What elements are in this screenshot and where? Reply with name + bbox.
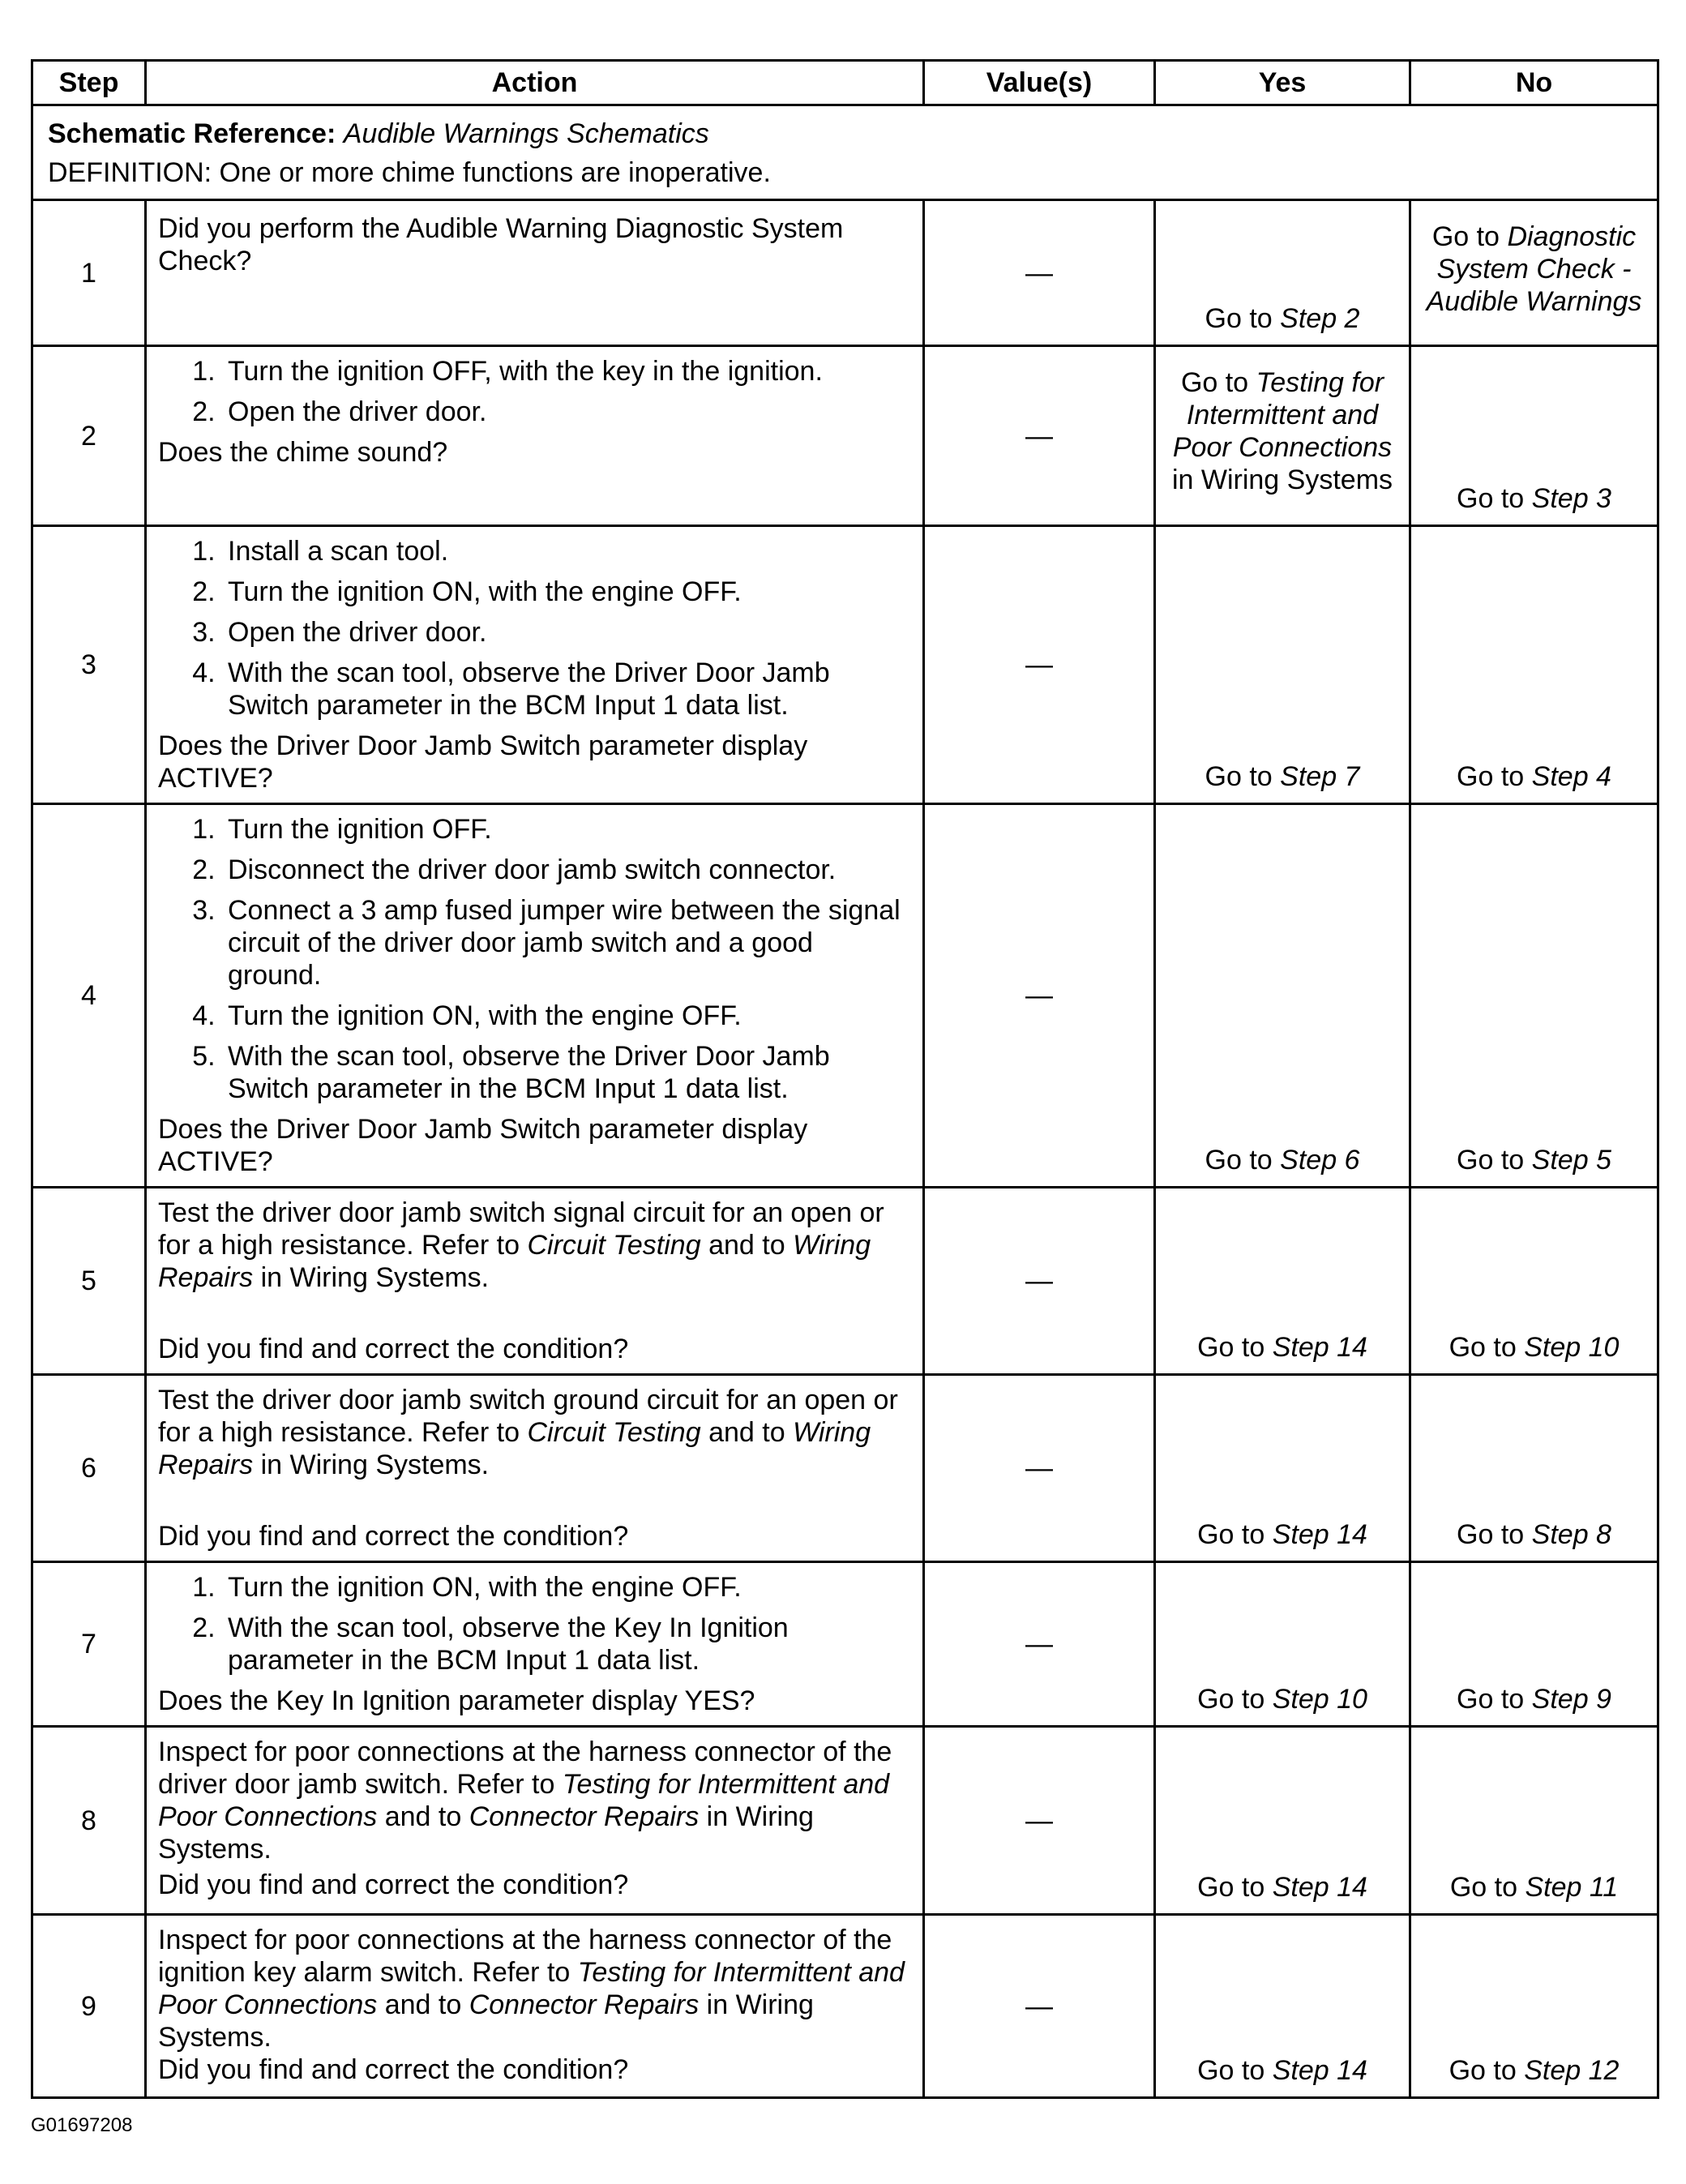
yes-cell xyxy=(1155,804,1410,1188)
yes-cell xyxy=(1155,1915,1410,2098)
yes-cell xyxy=(1155,526,1410,804)
figure-id: G01697208 xyxy=(31,2114,133,2136)
no-link[interactable]: Step 8 xyxy=(1531,1519,1611,1550)
reference-link[interactable]: Testing for Intermittent and Poor Connections xyxy=(158,1957,905,2020)
diagnostic-table xyxy=(31,59,1659,2099)
question: Did you find and correct the condition? xyxy=(158,1521,629,1552)
yes-cell xyxy=(1155,346,1410,526)
action-cell xyxy=(146,804,924,1188)
reference-link[interactable]: Connector Repairs xyxy=(469,1801,700,1832)
no-link[interactable]: Step 3 xyxy=(1531,483,1611,514)
go-to-label: Go to xyxy=(1457,483,1525,514)
action-text-a: Test the driver door jamb switch ground circuit for an open or for a high resistance. Refer to xyxy=(158,1385,898,1448)
action-list xyxy=(158,535,913,722)
action-text-b: and to xyxy=(384,1801,462,1832)
action-text xyxy=(158,1197,913,1294)
step-number: 5 xyxy=(32,1188,146,1375)
action-text-b: and to xyxy=(708,1230,785,1261)
schematic-row xyxy=(32,105,1658,200)
schematic-reference xyxy=(48,114,1642,153)
schematic-label: Schematic Reference: xyxy=(48,118,336,149)
go-to-label: Go to xyxy=(1449,1872,1518,1903)
action-text-c: in Wiring Systems. xyxy=(158,1989,814,2053)
list-item: 4. Turn the ignition ON, with the engine OFF. xyxy=(223,1000,913,1032)
list-item: 5. With the scan tool, observe the Driver Door Jamb Switch parameter in the BCM Input 1 data list. xyxy=(223,1040,913,1105)
step-number: 2 xyxy=(32,346,146,526)
list-item: 2. Turn the ignition ON, with the engine OFF. xyxy=(223,576,913,608)
header-no: No xyxy=(1410,61,1658,105)
go-to-label: Go to xyxy=(1197,1684,1265,1715)
go-to-label: Go to xyxy=(1205,1145,1273,1176)
action-cell xyxy=(146,1188,924,1375)
action-text xyxy=(158,1384,913,1481)
no-cell xyxy=(1410,1915,1658,2098)
no-cell xyxy=(1410,200,1658,346)
go-to-label: Go to xyxy=(1180,367,1249,398)
action-text-c: in Wiring Systems. xyxy=(158,1801,814,1865)
yes-cell xyxy=(1155,1562,1410,1727)
table-row xyxy=(32,1375,1658,1562)
definition: DEFINITION: One or more chime functions are inoperative. xyxy=(48,157,771,188)
reference-link[interactable]: Circuit Testing xyxy=(527,1417,701,1448)
list-item: 2. With the scan tool, observe the Key In Ignition parameter in the BCM Input 1 data list. xyxy=(223,1612,913,1677)
go-to-label: Go to xyxy=(1197,1332,1265,1363)
question: Does the Key In Ignition parameter display YES? xyxy=(158,1685,755,1716)
question: Did you find and correct the condition? xyxy=(158,2054,629,2085)
no-link[interactable]: Step 5 xyxy=(1531,1145,1611,1176)
step-number: 9 xyxy=(32,1915,146,2098)
go-to-label: Go to xyxy=(1449,2055,1517,2086)
step-number: 1 xyxy=(32,200,146,346)
action-text-a: Inspect for poor connections at the harness connector of the ignition key alarm switch. Refer to xyxy=(158,1925,892,1988)
step-number: 7 xyxy=(32,1562,146,1727)
schematic-cell xyxy=(32,105,1658,200)
go-to-label: Go to xyxy=(1205,761,1273,792)
table-row xyxy=(32,1188,1658,1375)
table-row xyxy=(32,1915,1658,2098)
go-to-label: Go to xyxy=(1449,1332,1517,1363)
wiring-systems-text: in Wiring Systems xyxy=(1171,465,1393,495)
no-link[interactable]: Diagnostic System Check - Audible Warnings xyxy=(1426,221,1642,317)
yes-link[interactable]: Step 14 xyxy=(1272,1519,1367,1550)
action-text-a: Inspect for poor connections at the harness connector of the driver door jamb switch. Refer to xyxy=(158,1736,892,1800)
value-cell: — xyxy=(924,200,1155,346)
go-to-label: Go to xyxy=(1197,2055,1265,2086)
list-item: 2. Open the driver door. xyxy=(223,396,913,428)
list-item: 3. Connect a 3 amp fused jumper wire between the signal circuit of the driver door jamb switch and a good ground. xyxy=(223,894,913,991)
value-cell: — xyxy=(924,804,1155,1188)
no-link[interactable]: Step 9 xyxy=(1531,1684,1611,1715)
list-item: 1. Turn the ignition OFF, with the key in the ignition. xyxy=(223,355,913,388)
action-cell xyxy=(146,526,924,804)
go-to-label: Go to xyxy=(1197,1519,1265,1550)
step-number: 3 xyxy=(32,526,146,804)
yes-link[interactable]: Step 14 xyxy=(1272,1332,1367,1363)
yes-cell xyxy=(1155,200,1410,346)
table-row xyxy=(32,1562,1658,1727)
no-cell xyxy=(1410,1727,1658,1915)
no-cell xyxy=(1410,526,1658,804)
no-cell xyxy=(1410,1375,1658,1562)
no-cell xyxy=(1410,346,1658,526)
step-number: 8 xyxy=(32,1727,146,1915)
go-to-label: Go to xyxy=(1197,1872,1265,1903)
yes-cell xyxy=(1155,1188,1410,1375)
table-row xyxy=(32,200,1658,346)
action-text xyxy=(158,1736,913,1865)
action-text-a: Test the driver door jamb switch signal circuit for an open or for a high resistance. Refer to xyxy=(158,1197,884,1261)
value-cell: — xyxy=(924,526,1155,804)
action-text xyxy=(158,1924,913,2053)
list-item: 4. With the scan tool, observe the Driver Door Jamb Switch parameter in the BCM Input 1 data list. xyxy=(223,657,913,722)
header-yes: Yes xyxy=(1155,61,1410,105)
question: Did you find and correct the condition? xyxy=(158,1334,629,1364)
no-link[interactable]: Step 4 xyxy=(1531,761,1611,792)
no-link[interactable]: Step 11 xyxy=(1525,1872,1619,1903)
diagnostic-page xyxy=(31,59,1657,2099)
action-cell xyxy=(146,346,924,526)
action-cell xyxy=(146,1562,924,1727)
table-row xyxy=(32,526,1658,804)
action-cell xyxy=(146,200,924,346)
header-action: Action xyxy=(146,61,924,105)
no-cell xyxy=(1410,804,1658,1188)
header-values: Value(s) xyxy=(924,61,1155,105)
question: Does the chime sound? xyxy=(158,437,448,468)
go-to-label: Go to xyxy=(1457,1684,1525,1715)
reference-link[interactable]: Wiring Repairs xyxy=(158,1230,871,1293)
no-cell xyxy=(1410,1188,1658,1375)
go-to-label: Go to xyxy=(1457,761,1525,792)
yes-link[interactable]: Step 10 xyxy=(1272,1684,1367,1715)
question: Did you find and correct the condition? xyxy=(158,1869,629,1900)
schematic-link[interactable]: Audible Warnings Schematics xyxy=(343,118,709,149)
list-item: 1. Install a scan tool. xyxy=(223,535,913,567)
action-cell xyxy=(146,1727,924,1915)
question: Did you perform the Audible Warning Diagnostic System Check? xyxy=(158,213,844,276)
action-list xyxy=(158,813,913,1105)
yes-link[interactable]: Step 7 xyxy=(1280,761,1360,792)
value-cell: — xyxy=(924,1915,1155,2098)
reference-link[interactable]: Testing for Intermittent and Poor Connections xyxy=(158,1769,890,1832)
action-text-b: and to xyxy=(708,1417,785,1448)
no-link[interactable]: Step 12 xyxy=(1524,2055,1620,2086)
value-cell: — xyxy=(924,1562,1155,1727)
action-cell xyxy=(146,1915,924,2098)
list-item: 2. Disconnect the driver door jamb switch connector. xyxy=(223,854,913,886)
action-text-c: in Wiring Systems. xyxy=(260,1262,490,1293)
step-number: 6 xyxy=(32,1375,146,1562)
table-row xyxy=(32,346,1658,526)
yes-link[interactable]: Step 14 xyxy=(1272,2055,1367,2086)
yes-link[interactable]: Step 2 xyxy=(1280,303,1360,334)
header-step: Step xyxy=(32,61,146,105)
yes-cell xyxy=(1155,1375,1410,1562)
reference-link[interactable]: Connector Repairs xyxy=(469,1989,700,2020)
table-row xyxy=(32,804,1658,1188)
yes-link[interactable]: Step 14 xyxy=(1272,1872,1367,1903)
yes-cell xyxy=(1155,1727,1410,1915)
action-list xyxy=(158,1571,913,1677)
value-cell: — xyxy=(924,346,1155,526)
table-row xyxy=(32,1727,1658,1915)
reference-link[interactable]: Circuit Testing xyxy=(527,1230,701,1261)
reference-link[interactable]: Wiring Repairs xyxy=(158,1417,871,1480)
value-cell: — xyxy=(924,1375,1155,1562)
question: Does the Driver Door Jamb Switch parameter display ACTIVE? xyxy=(158,730,808,794)
value-cell: — xyxy=(924,1188,1155,1375)
go-to-label: Go to xyxy=(1457,1145,1525,1176)
no-cell xyxy=(1410,1562,1658,1727)
action-cell xyxy=(146,1375,924,1562)
yes-link[interactable]: Testing for Intermittent and Poor Connections xyxy=(1172,367,1393,463)
action-list xyxy=(158,355,913,428)
go-to-label: Go to xyxy=(1431,221,1500,252)
question: Does the Driver Door Jamb Switch parameter display ACTIVE? xyxy=(158,1114,808,1177)
value-cell: — xyxy=(924,1727,1155,1915)
action-text-b: and to xyxy=(384,1989,462,2020)
no-link[interactable]: Step 10 xyxy=(1524,1332,1620,1363)
yes-link[interactable]: Step 6 xyxy=(1280,1145,1360,1176)
header-row xyxy=(32,61,1658,105)
go-to-label: Go to xyxy=(1457,1519,1525,1550)
list-item: 1. Turn the ignition OFF. xyxy=(223,813,913,846)
step-number: 4 xyxy=(32,804,146,1188)
list-item: 3. Open the driver door. xyxy=(223,616,913,649)
go-to-label: Go to xyxy=(1205,303,1273,334)
action-text-c: in Wiring Systems. xyxy=(260,1450,490,1480)
list-item: 1. Turn the ignition ON, with the engine OFF. xyxy=(223,1571,913,1604)
